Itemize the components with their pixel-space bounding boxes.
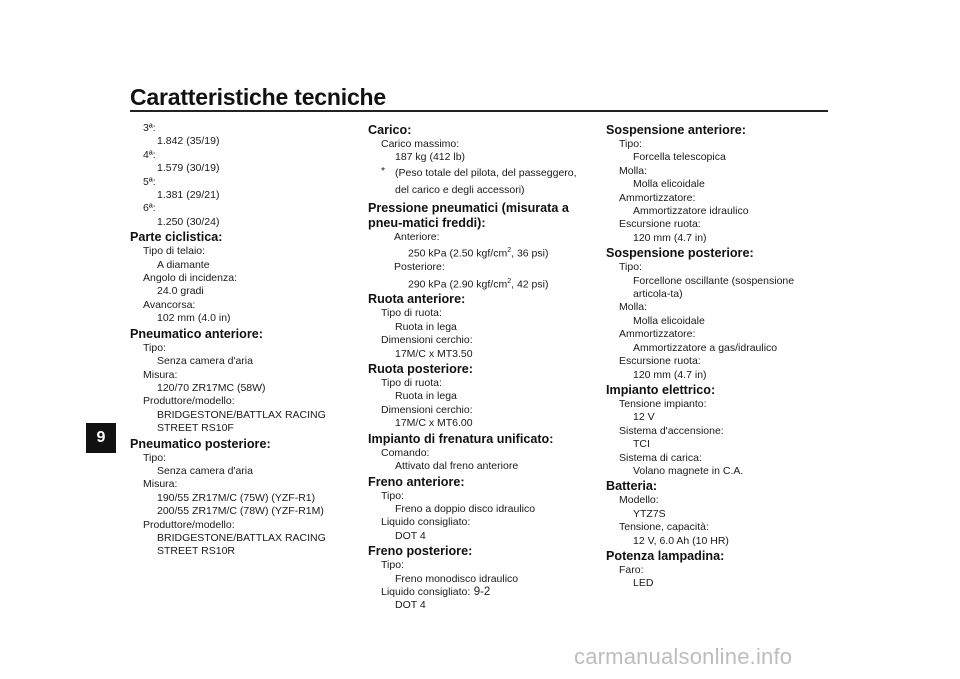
spec-label: Tipo: [381, 489, 404, 502]
gear-value: 1.381 (29/21) [157, 189, 220, 202]
gear-value: 1.250 (30/24) [157, 215, 220, 228]
spec-label: Carico massimo: [381, 138, 460, 150]
section-heading-unified-brake: Impianto di frenatura unificato: [368, 431, 554, 446]
spec-value: 24.0 gradi [157, 285, 204, 298]
spec-label: Liquido consigliato: [381, 585, 471, 598]
spec-label: Dimensioni cerchio: [381, 403, 473, 416]
spec-label: Tipo: [619, 138, 642, 150]
pressure-rear-value: 290 kPa (2.90 kgf/cm [408, 278, 508, 291]
spec-value: DOT 4 [395, 529, 426, 542]
gear-value: 1.842 (35/19) [157, 135, 220, 148]
section-heading-rear-wheel: Ruota posteriore: [368, 362, 473, 377]
spec-label: Avancorsa: [143, 298, 196, 311]
spec-label: Misura: [143, 368, 178, 381]
column-2 [368, 122, 590, 613]
spec-label: Tipo: [143, 451, 166, 464]
spec-label: Produttore/modello: [143, 395, 235, 408]
gear-ratio-4 [130, 149, 340, 176]
pressure-rear-psi: , 42 psi) [511, 278, 549, 291]
section-heading-front-brake: Freno anteriore: [368, 474, 465, 489]
spec-label: Escursione ruota: [619, 218, 701, 231]
watermark: carmanualsonline.info [574, 644, 793, 669]
spec-value: BRIDGESTONE/BATTLAX RACING [157, 531, 326, 544]
section-heading-front-wheel: Ruota anteriore: [368, 292, 466, 307]
section-heading-front-tire: Pneumatico anteriore: [130, 326, 263, 341]
section-heading-rear-tire: Pneumatico posteriore: [130, 436, 271, 451]
spec-value: 102 mm (4.0 in) [157, 312, 231, 325]
section-heading-front-suspension: Sospensione anteriore: [606, 123, 746, 137]
spec-value: LED [633, 577, 654, 590]
spec-value: 12 V [633, 411, 655, 424]
spec-label: Sistema d'accensione: [619, 424, 724, 437]
spec-label: Ammortizzatore: [619, 191, 696, 204]
spec-value: 120 mm (4.7 in) [633, 231, 707, 244]
spec-label: Comando: [381, 446, 430, 459]
footnote-asterisk: * [381, 164, 386, 177]
spec-value: Ruota in lega [395, 320, 457, 333]
spec-value: TCI [633, 438, 650, 451]
gear-ratio-5 [130, 176, 340, 203]
spec-label: Tensione impianto: [619, 397, 707, 410]
spec-value: 12 V, 6.0 Ah (10 HR) [633, 534, 729, 547]
spec-value: 17M/C x MT3.50 [395, 347, 473, 360]
gear-label: 6ª: [143, 202, 156, 215]
spec-label: Tipo: [619, 261, 642, 274]
spec-value: 187 kg (412 lb) [395, 151, 466, 164]
spec-label: Ammortizzatore: [619, 328, 696, 341]
spec-label: Dimensioni cerchio: [381, 334, 473, 347]
spec-value: DOT 4 [395, 599, 426, 612]
pressure-front-psi: , 36 psi) [511, 247, 549, 260]
footnote-text: (Peso totale del pilota, del passeggero, del carico e degli accessori) [395, 166, 577, 196]
spec-value: Molla elicoidale [633, 314, 705, 327]
spec-value: Attivato dal freno anteriore [395, 460, 519, 473]
spec-label: Tipo: [143, 341, 166, 354]
gear-ratio-3 [130, 122, 340, 149]
spec-label: Angolo di incidenza: [143, 272, 237, 285]
spec-value: Molla elicoidale [633, 178, 705, 191]
section-heading-rear-suspension: Sospensione posteriore: [606, 246, 754, 261]
column-3 [606, 122, 831, 591]
section-heading-rear-brake: Freno posteriore: [368, 544, 473, 559]
section-heading-tire-pressure: Pressione pneumatici (misurata a pneu-matici freddi): [368, 200, 569, 230]
page-title: Caratteristiche tecniche [130, 84, 386, 110]
spec-label: Tipo di ruota: [381, 307, 442, 320]
column-1 [130, 122, 340, 559]
spec-value: Volano magnete in C.A. [633, 464, 744, 477]
spec-value: A diamante [157, 258, 210, 271]
spec-label: Liquido consigliato: [381, 516, 471, 529]
spec-label: Faro: [619, 563, 644, 576]
section-heading-frame: Parte ciclistica: [130, 230, 223, 245]
spec-label: Tipo di ruota: [381, 377, 442, 390]
spec-label: Escursione ruota: [619, 355, 701, 368]
spec-value: BRIDGESTONE/BATTLAX RACING [157, 408, 326, 421]
superscript: 2 [507, 277, 512, 285]
spec-value: STREET RS10R [157, 545, 235, 558]
spec-label: Tipo di telaio: [143, 245, 206, 258]
spec-value: 17M/C x MT6.00 [395, 417, 473, 430]
spec-value: 120 mm (4.7 in) [633, 368, 707, 381]
pressure-front-value: 250 kPa (2.50 kgf/cm [408, 247, 508, 260]
spec-label: Produttore/modello: [143, 518, 235, 531]
footnote [368, 165, 590, 199]
page-number: 9-2 [473, 586, 491, 598]
spec-label: Posteriore: [394, 261, 445, 274]
spec-value: Freno monodisco idraulico [395, 572, 519, 585]
spec-label: Sistema di carica: [619, 451, 702, 464]
chapter-tab: 9 [86, 423, 116, 453]
spec-label: Anteriore: [394, 230, 440, 243]
title-rule [130, 110, 828, 112]
spec-value: Senza camera d'aria [157, 464, 253, 477]
gear-label: 5ª: [143, 175, 156, 188]
spec-label: Misura: [143, 478, 178, 491]
spec-value [368, 244, 590, 261]
spec-label: Modello: [619, 494, 659, 507]
spec-label: Tensione, capacità: [619, 521, 709, 534]
spec-value: Ammortizzatore a gas/idraulico [633, 341, 778, 354]
spec-value: YTZ7S [633, 507, 666, 520]
spec-value: Ruota in lega [395, 390, 457, 403]
gear-ratio-6 [130, 202, 340, 229]
gear-value: 1.579 (30/19) [157, 162, 220, 175]
spec-value: 190/55 ZR17M/C (75W) (YZF-R1) [157, 491, 316, 504]
section-heading-load: Carico: [368, 123, 412, 137]
spec-value: 120/70 ZR17MC (58W) [157, 381, 266, 394]
spec-value: Freno a doppio disco idraulico [395, 502, 536, 515]
gear-label: 3ª: [143, 122, 156, 134]
spec-value: STREET RS10F [157, 422, 234, 435]
gear-label: 4ª: [143, 148, 156, 161]
section-heading-battery: Batteria: [606, 479, 658, 494]
spec-value: Ammortizzatore idraulico [633, 205, 749, 218]
spec-value: Forcellone oscillante (sospensione articola-ta) [633, 274, 795, 301]
spec-value: Senza camera d'aria [157, 355, 253, 368]
superscript: 2 [507, 247, 512, 255]
spec-value: 200/55 ZR17M/C (78W) (YZF-R1M) [157, 505, 324, 518]
spec-label: Molla: [619, 301, 648, 314]
spec-value: Forcella telescopica [633, 151, 726, 164]
spec-label: Tipo: [381, 559, 404, 572]
section-heading-bulb: Potenza lampadina: [606, 548, 725, 563]
spec-label: Molla: [619, 164, 648, 177]
section-heading-electrical: Impianto elettrico: [606, 382, 716, 397]
spec-value [368, 275, 590, 292]
